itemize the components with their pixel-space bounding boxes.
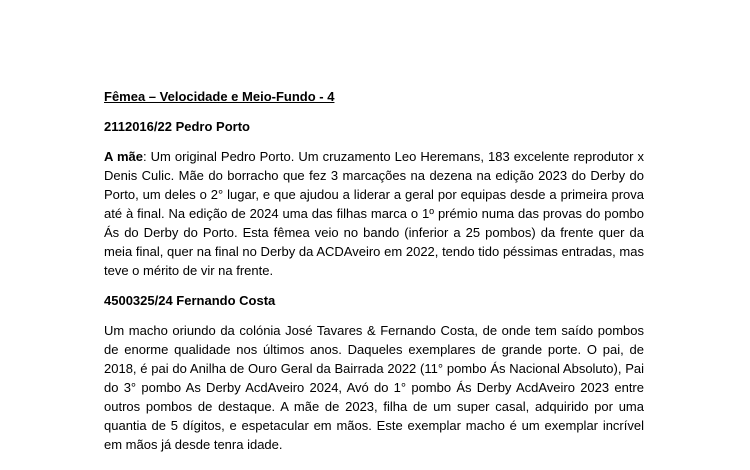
entry-1-text: : Um original Pedro Porto. Um cruzamento Leo Heremans, 183 excelente reprodutor x Denis Culic. Mãe do borracho que fez 3 marcações na dezena na edição 2023 do Derby do Porto, um deles o 2° lugar, e que ajudou a liderar a geral por equipas desde a primeira prova até à final. Na edição de 2024 uma das filhas marca o 1º prémio numa das provas do pombo Ás do Derby do Porto. Esta fêmea veio no bando (inferior a 25 pombos) da frente quer da meia final, quer na final no Derby da ACDAveiro em 2022, tendo tido péssimas entradas, mas teve o mérito de vir na frente.: [104, 149, 644, 278]
entry-1-ring-heading: 2112016/22 Pedro Porto: [104, 119, 250, 134]
section-title: Fêmea – Velocidade e Meio-Fundo - 4: [104, 89, 335, 104]
document-body: [104, 87, 644, 465]
entry-2-ring-heading: 4500325/24 Fernando Costa: [104, 293, 276, 308]
entry-2-paragraph: Um macho oriundo da colónia José Tavares & Fernando Costa, de onde tem saído pombos de enorme qualidade nos últimos anos. Daqueles exemplares de grande porte. O pai, de 2018, é pai do Anilha de Ouro Geral da Bairrada 2022 (11° pombo Ás Nacional Absoluto), Pai do 3° pombo As Derby AcdAveiro 2024, Avó do 1° pombo Ás Derby AcdAveiro 2023 entre outros pombos de destaque. A mãe de 2023, filha de um super casal, adquirido por uma quantia de 5 dígitos, e espetacular em mãos. Este exemplar macho é um exemplar incrível em mãos já desde tenra idade.: [104, 323, 644, 452]
entry-1-paragraph: [104, 147, 644, 280]
entry-1-label: A mãe: [104, 149, 143, 164]
